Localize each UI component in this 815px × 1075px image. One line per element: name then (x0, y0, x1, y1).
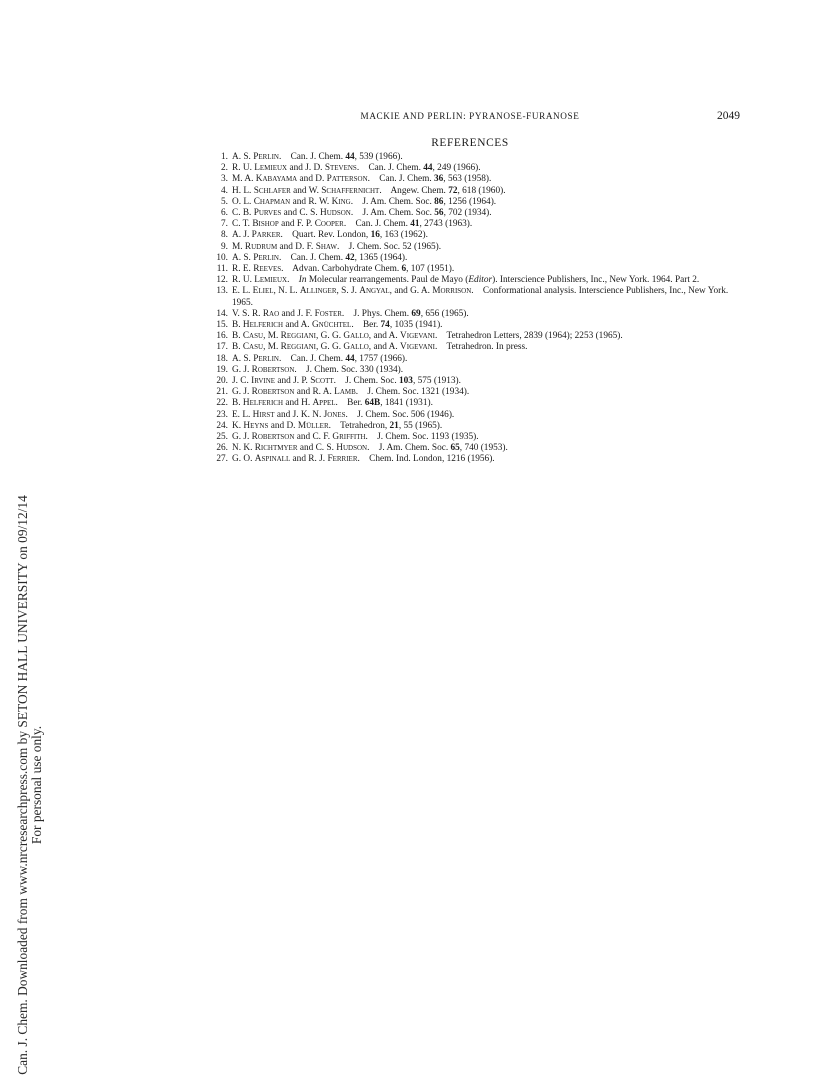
reference-text: Scott (310, 376, 334, 387)
reference-item (210, 387, 740, 398)
reference-text: Hirst (252, 409, 275, 420)
reference-text: . J. Am. Chem. Soc. (350, 208, 435, 219)
reference-text: and C. S. (297, 443, 337, 454)
reference-item (210, 219, 740, 230)
reference-text: Casu (242, 342, 264, 353)
page-header (200, 111, 740, 125)
reference-text: and R. W. (290, 196, 332, 207)
reference-text: , 618 (1960). (457, 185, 506, 196)
reference-text: , 740 (1953). (459, 443, 508, 454)
reference-item (210, 152, 740, 163)
reference-text: Morrison (432, 286, 472, 297)
reference-text: A. J. (232, 230, 252, 241)
reference-number: 3. (221, 174, 228, 185)
reference-text: . Can. J. Chem. (356, 163, 424, 174)
reference-text: Heyns (243, 420, 269, 431)
reference-number: 8. (221, 230, 228, 241)
reference-text: and C. S. (281, 208, 321, 219)
reference-text: , G. G. (316, 331, 344, 342)
reference-text: 44 (423, 163, 433, 174)
reference-text: Irvine (251, 376, 276, 387)
reference-text: , 1035 (1941). (389, 320, 443, 331)
reference-text: G. J. (232, 364, 252, 375)
reference-text: 44 (345, 353, 355, 364)
reference-text: . J. Am. Chem. Soc. (350, 196, 435, 207)
reference-text: M. (232, 241, 245, 252)
reference-text: . Can. J. Chem. (367, 174, 434, 185)
reference-item (210, 163, 740, 174)
reference-item (210, 376, 740, 387)
reference-text: 42 (345, 252, 355, 263)
reference-text: K. (232, 420, 244, 431)
reference-number: 19. (216, 364, 228, 375)
reference-text: Müller (297, 420, 329, 431)
reference-text: , N. L. (273, 286, 300, 297)
reference-text: B. (232, 398, 243, 409)
reference-text: B. (232, 342, 243, 353)
reference-text: A. S. (232, 353, 254, 364)
reference-text: ). Interscience Publishers, Inc., New York. 1964. Part 2. (492, 275, 700, 286)
reference-text: , 107 (1951). (406, 264, 455, 275)
reference-number: 2. (221, 163, 228, 174)
reference-text: Richtmyer (254, 443, 298, 454)
reference-number: 10. (216, 252, 228, 263)
reference-text: J. C. (232, 376, 252, 387)
reference-text: Angyal (359, 286, 390, 297)
reference-text: E. L. (232, 409, 253, 420)
reference-text: and H. (283, 398, 313, 409)
reference-text: R. U. (232, 275, 255, 286)
reference-text: , 2743 (1963). (419, 219, 473, 230)
reference-number: 27. (216, 454, 228, 465)
watermark-line-source: Can. J. Chem. Downloaded from www.nrcresearchpress.com by SETON HALL UNIVERSITY on 09/12/14 (15, 495, 30, 1075)
reference-text: 72 (448, 185, 458, 196)
reference-text: , 1841 (1931). (380, 398, 433, 409)
reference-item (210, 398, 740, 409)
reference-text: E. L. (232, 286, 253, 297)
reference-item (210, 410, 740, 421)
reference-item (210, 331, 740, 342)
reference-text: Reggiani (280, 331, 317, 342)
reference-text: Kabayama (255, 174, 298, 185)
reference-item (210, 320, 740, 331)
reference-number: 9. (221, 241, 228, 252)
reference-text: and J. F. (279, 308, 315, 319)
reference-text: 74 (380, 320, 390, 331)
reference-text: and D. F. (277, 241, 316, 252)
reference-text: 65 (450, 443, 460, 454)
reference-text: , and A. (368, 331, 401, 342)
reference-text: , 656 (1965). (420, 308, 469, 319)
reference-list (210, 152, 740, 466)
reference-text: Vigevani (400, 331, 436, 342)
reference-text: Allinger (299, 286, 337, 297)
reference-text: Stevens (324, 163, 357, 174)
watermark-line-usage: For personal use only. (29, 725, 44, 845)
reference-text: C. B. (232, 208, 254, 219)
reference-text: , M. (263, 331, 281, 342)
reference-text: . Can. J. Chem. (278, 353, 346, 364)
reference-text: and W. (290, 185, 322, 196)
reference-text: and D. (297, 174, 327, 185)
reference-item (210, 454, 740, 465)
reference-item (210, 242, 740, 253)
reference-text: Ferrier (327, 454, 358, 465)
reference-item (210, 275, 740, 286)
reference-text: . Conformational analysis. Interscience Publishers, Inc., New York. 1965. (232, 286, 729, 308)
reference-text: Lemieux (254, 275, 288, 286)
reference-text: 86 (434, 196, 444, 207)
reference-text: Eliel (252, 286, 274, 297)
reference-text: . Ber. (351, 320, 381, 331)
reference-text: Helferich (242, 398, 284, 409)
reference-text: . Can. J. Chem. (278, 252, 346, 263)
reference-text: Parker (251, 230, 281, 241)
reference-item (210, 208, 740, 219)
reference-number: 18. (216, 353, 228, 364)
reference-text: and J. K. N. (274, 409, 324, 420)
reference-text: and R. A. (294, 387, 335, 398)
reference-item (210, 186, 740, 197)
reference-item (210, 342, 740, 353)
reference-text: . J. Chem. Soc. 52 (1965). (337, 241, 442, 252)
reference-text: , M. (263, 342, 281, 353)
reference-number: 17. (216, 342, 228, 353)
reference-text: Editor (468, 275, 493, 286)
reference-text: Helferich (242, 320, 284, 331)
reference-text: Schlafer (253, 185, 291, 196)
reference-text: Perlin (253, 353, 279, 364)
reference-text: and J. D. (287, 163, 325, 174)
reference-text: . Tetrahedron, (328, 420, 390, 431)
reference-text: 16 (370, 230, 380, 241)
reference-text: . J. Phys. Chem. (341, 308, 412, 319)
reference-number: 22. (216, 398, 228, 409)
reference-text: C. T. (232, 219, 253, 230)
reference-text: , 163 (1962). (379, 230, 428, 241)
reference-text: Lamb (334, 387, 356, 398)
reference-text: 103 (398, 376, 413, 387)
reference-text: Gnüchtel (311, 320, 352, 331)
reference-text: Schaffernicht (321, 185, 380, 196)
reference-text: . Quart. Rev. London, (280, 230, 371, 241)
reference-text: Shaw (315, 241, 338, 252)
reference-text: Chapman (253, 196, 291, 207)
reference-text: Griffith (332, 432, 366, 443)
reference-text: A. S. (232, 152, 254, 162)
reference-text: Cooper (314, 219, 344, 230)
reference-text: , 1757 (1966). (354, 353, 408, 364)
reference-text: , S. J. (336, 286, 360, 297)
reference-text: Hudson (336, 443, 368, 454)
reference-text: , 1365 (1964). (354, 252, 408, 263)
reference-item (210, 421, 740, 432)
reference-text: . Chem. Ind. London, 1216 (1956). (357, 454, 495, 465)
reference-text: 64B (364, 398, 381, 409)
reference-text: 44 (345, 152, 355, 162)
reference-text: . Can. J. Chem. (343, 219, 411, 230)
reference-text: and C. F. (294, 432, 333, 443)
reference-text: Robertson (251, 364, 295, 375)
reference-item (210, 174, 740, 185)
reference-number: 7. (221, 219, 228, 230)
reference-text: H. L. (232, 185, 254, 196)
reference-text: G. J. (232, 387, 252, 398)
reference-text: and J. P. (275, 376, 311, 387)
reference-text: . Angew. Chem. (379, 185, 449, 196)
reference-number: 6. (221, 208, 228, 219)
reference-text: In (298, 275, 307, 286)
reference-text: Reggiani (280, 342, 317, 353)
reference-number: 26. (216, 443, 228, 454)
reference-text: , 563 (1958). (443, 174, 492, 185)
reference-text: Foster (314, 308, 342, 319)
reference-number: 23. (216, 409, 228, 420)
reference-text: Gallo (343, 331, 369, 342)
reference-text: R. U. (232, 163, 255, 174)
reference-text: . J. Chem. Soc. 330 (1934). (294, 364, 404, 375)
references-heading: REFERENCES (431, 137, 509, 149)
reference-text: , 539 (1966). (354, 152, 403, 162)
reference-text: , and A. (368, 342, 401, 353)
reference-number: 24. (216, 420, 228, 431)
reference-item (210, 253, 740, 264)
reference-text: Perlin (253, 252, 279, 263)
reference-number: 1. (221, 152, 228, 162)
reference-text: Bishop (252, 219, 279, 230)
reference-text: Reeves (253, 264, 282, 275)
reference-text: Molecular rearrangements. Paul de Mayo ( (306, 275, 469, 286)
reference-text: R. E. (232, 264, 254, 275)
reference-text: and R. J. (290, 454, 328, 465)
reference-number: 25. (216, 432, 228, 443)
reference-text: , 702 (1934). (443, 208, 492, 219)
reference-number: 20. (216, 376, 228, 387)
reference-text: . J. Am. Chem. Soc. (367, 443, 451, 454)
reference-text: B. (232, 320, 243, 331)
reference-item (210, 354, 740, 365)
reference-text: Purves (253, 208, 282, 219)
reference-text: G. J. (232, 432, 252, 443)
reference-text: Gallo (343, 342, 369, 353)
reference-item (210, 443, 740, 454)
reference-text: Hudson (320, 208, 351, 219)
running-head: MACKIE AND PERLIN: PYRANOSE-FURANOSE (360, 111, 580, 121)
reference-text: , and G. A. (389, 286, 433, 297)
reference-text: Lemieux (254, 163, 288, 174)
reference-text: Aspinall (254, 454, 291, 465)
reference-text: Robertson (251, 387, 295, 398)
reference-text: Patterson (326, 174, 368, 185)
reference-text: Vigevani (400, 342, 436, 353)
reference-text: N. K. (232, 443, 255, 454)
reference-text: and A. (283, 320, 312, 331)
reference-text: . Tetrahedron. In press. (435, 342, 528, 353)
reference-text: 69 (411, 308, 421, 319)
reference-text: Appel (312, 398, 336, 409)
reference-text: 41 (410, 219, 420, 230)
reference-text: B. (232, 331, 243, 342)
reference-text: Jones (323, 409, 346, 420)
reference-text: . J. Chem. Soc. 506 (1946). (345, 409, 455, 420)
reference-text: M. A. (232, 174, 256, 185)
reference-number: 4. (221, 185, 228, 196)
reference-text: , 575 (1913). (412, 376, 461, 387)
reference-text: . J. Chem. Soc. (333, 376, 399, 387)
reference-text: . Tetrahedron Letters, 2839 (1964); 2253 (1965). (435, 331, 623, 342)
reference-text: Rudrum (244, 241, 278, 252)
reference-text: , 1256 (1964). (443, 196, 497, 207)
reference-number: 16. (216, 331, 228, 342)
reference-number: 14. (216, 308, 228, 319)
reference-text: 56 (434, 208, 444, 219)
reference-text: . (287, 275, 299, 286)
reference-text: , 249 (1966). (432, 163, 481, 174)
reference-text: Perlin (253, 152, 279, 162)
page-number: 2049 (717, 110, 740, 122)
download-watermark (0, 240, 60, 1075)
reference-text: Casu (242, 331, 264, 342)
reference-number: 5. (221, 196, 228, 207)
reference-text: A. S. (232, 252, 254, 263)
reference-item (210, 264, 740, 275)
reference-text: . Advan. Carbohydrate Chem. (281, 264, 402, 275)
reference-text: Rao (262, 308, 280, 319)
reference-text: V. S. R. (232, 308, 263, 319)
reference-number: 13. (216, 286, 228, 297)
reference-text: G. O. (232, 454, 255, 465)
reference-text: . Can. J. Chem. (278, 152, 346, 162)
reference-text: . Ber. (335, 398, 365, 409)
reference-item (210, 432, 740, 443)
reference-text: O. L. (232, 196, 254, 207)
reference-item (210, 230, 740, 241)
reference-text: 21 (389, 420, 399, 431)
reference-text: and F. P. (278, 219, 315, 230)
reference-item (210, 309, 740, 320)
reference-number: 21. (216, 387, 228, 398)
reference-text: 6 (401, 264, 407, 275)
reference-text: 36 (434, 174, 444, 185)
reference-number: 12. (216, 275, 228, 286)
reference-item (210, 365, 740, 376)
reference-text: . J. Chem. Soc. 1193 (1935). (365, 432, 479, 443)
reference-text: , 55 (1965). (398, 420, 443, 431)
reference-number: 15. (216, 320, 228, 331)
reference-text: Robertson (251, 432, 295, 443)
reference-text: and D. (268, 420, 298, 431)
reference-text: . J. Chem. Soc. 1321 (1934). (355, 387, 470, 398)
reference-text: King (331, 196, 351, 207)
reference-number: 11. (216, 264, 228, 275)
download-watermark-text (16, 495, 44, 1075)
reference-item (210, 286, 740, 308)
reference-text: , G. G. (316, 342, 344, 353)
reference-item (210, 197, 740, 208)
